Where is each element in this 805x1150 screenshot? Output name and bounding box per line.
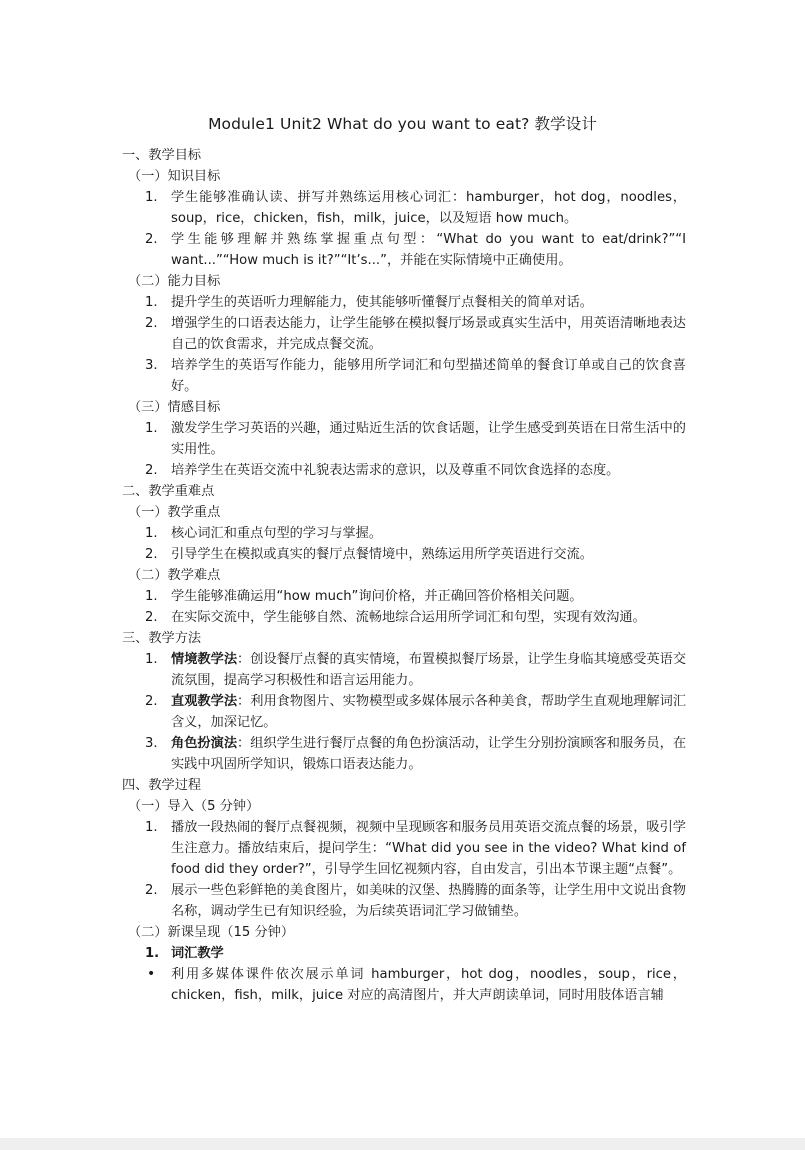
- list-item: [122, 649, 686, 691]
- list-item-text: 提升学生的英语听力理解能力，使其能够听懂餐厅点餐相关的简单对话。: [171, 295, 593, 310]
- list-item-text: 利用多媒体课件依次展示单词 hamburger，hot dog，noodles，soup，rice，chicken，fish，milk，juice 对应的高清图片，并大声朗读单词，同时用肢体语言辅: [171, 967, 686, 1003]
- subsection-heading-lead-in: （一）导入（5 分钟）: [128, 799, 260, 814]
- list-item: [122, 523, 686, 544]
- list-number: 3.: [145, 358, 158, 373]
- sub-heading-vocabulary: [122, 943, 686, 964]
- list-number: 2.: [145, 316, 158, 331]
- list-item: [122, 229, 686, 271]
- subsection-heading-ability: （二）能力目标: [128, 274, 221, 289]
- subsection-heading-knowledge: （一）知识目标: [128, 169, 221, 184]
- list-item-text: 培养学生在英语交流中礼貌表达需求的意识，以及尊重不同饮食选择的态度。: [171, 463, 620, 478]
- list-item-text: ：利用食物图片、实物模型或多媒体展示各种美食，帮助学生直观地理解词汇含义，加深记忆。: [171, 694, 687, 730]
- list-number: 1.: [145, 421, 158, 436]
- section-heading-process: 四、教学过程: [122, 778, 202, 793]
- list-item: [122, 313, 686, 355]
- list-number: 3.: [145, 736, 158, 751]
- page-gap: [0, 1138, 805, 1150]
- section-heading-methods: 三、教学方法: [122, 631, 202, 646]
- list-item: [122, 418, 686, 460]
- list-number: 1.: [145, 820, 158, 835]
- section-heading-objectives: 一、教学目标: [122, 148, 202, 163]
- subsection-heading-focus: （一）教学重点: [128, 505, 221, 520]
- subsection-heading-emotion: （三）情感目标: [128, 400, 221, 415]
- list-item-text: 播放一段热闹的餐厅点餐视频，视频中呈现顾客和服务员用英语交流点餐的场景，吸引学生注意力。播放结束后，提问学生：“What did you see in the video? What kind of food did they order?”，引导学生回忆视频内容，自由发言，引出本节课主题“点餐”。: [171, 820, 686, 877]
- list-item: [122, 544, 686, 565]
- document-title: Module1 Unit2 What do you want to eat? 教学设计: [208, 115, 597, 133]
- list-item: [122, 355, 686, 397]
- list-item: [122, 607, 686, 628]
- list-item-text: 学生能够准确运用“how much”询问价格，并正确回答价格相关问题。: [171, 589, 583, 604]
- document-body: [122, 145, 686, 1006]
- list-number: 2.: [145, 547, 158, 562]
- list-item-text: ：创设餐厅点餐的真实情境，布置模拟餐厅场景，让学生身临其境感受英语交流氛围，提高学习积极性和语言运用能力。: [171, 652, 687, 688]
- sub-heading-text: 词汇教学: [171, 946, 224, 961]
- list-item: [122, 733, 686, 775]
- list-number: 2.: [145, 232, 158, 247]
- list-item: [122, 460, 686, 481]
- list-item: [122, 292, 686, 313]
- list-item: [122, 817, 686, 880]
- list-item: [122, 691, 686, 733]
- bullet-icon: •: [147, 966, 156, 982]
- method-label: 情境教学法: [171, 652, 238, 667]
- list-number: 1.: [145, 190, 158, 205]
- list-item-text: 学生能够理解并熟练掌握重点句型：“What do you want to eat/drink?”“I want...”“How much is it?”“It’s...”，并能在实际情境中正确使用。: [171, 232, 686, 268]
- list-item-text: 增强学生的口语表达能力，让学生能够在模拟餐厅场景或真实生活中，用英语清晰地表达自己的饮食需求，并完成点餐交流。: [171, 316, 686, 352]
- list-item-text: 培养学生的英语写作能力，能够用所学词汇和句型描述简单的餐食订单或自己的饮食喜好。: [171, 358, 686, 394]
- list-item-text: 学生能够准确认读、拼写并熟练运用核心词汇：hamburger，hot dog，noodles，soup，rice，chicken，fish，milk，juice，以及短语 how much。: [171, 190, 686, 226]
- subsection-heading-difficulty: （二）教学难点: [128, 568, 221, 583]
- list-number: 1.: [145, 526, 158, 541]
- section-heading-key-points: 二、教学重难点: [122, 484, 215, 499]
- method-label: 直观教学法: [171, 694, 238, 709]
- list-item-text: 展示一些色彩鲜艳的美食图片，如美味的汉堡、热腾腾的面条等，让学生用中文说出食物名称，调动学生已有知识经验，为后续英语词汇学习做铺垫。: [171, 883, 686, 919]
- method-label: 角色扮演法: [171, 736, 238, 751]
- list-item: [122, 880, 686, 922]
- list-item-text: 引导学生在模拟或真实的餐厅点餐情境中，熟练运用所学英语进行交流。: [171, 547, 593, 562]
- list-item-text: 在实际交流中，学生能够自然、流畅地综合运用所学词汇和句型，实现有效沟通。: [171, 610, 646, 625]
- list-item: [122, 187, 686, 229]
- list-number: 1.: [145, 652, 158, 667]
- list-number: 1.: [145, 946, 160, 961]
- list-item: [122, 586, 686, 607]
- list-number: 2.: [145, 463, 158, 478]
- list-number: 2.: [145, 883, 158, 898]
- list-number: 2.: [145, 610, 158, 625]
- subsection-heading-presentation: （二）新课呈现（15 分钟）: [128, 925, 295, 940]
- list-number: 1.: [145, 589, 158, 604]
- list-item-text: 激发学生学习英语的兴趣，通过贴近生活的饮食话题，让学生感受到英语在日常生活中的实用性。: [171, 421, 686, 457]
- bullet-item: [122, 964, 686, 1006]
- list-number: 1.: [145, 295, 158, 310]
- list-item-text: 核心词汇和重点句型的学习与掌握。: [171, 526, 382, 541]
- list-item-text: ：组织学生进行餐厅点餐的角色扮演活动，让学生分别扮演顾客和服务员，在实践中巩固所学知识，锻炼口语表达能力。: [171, 736, 687, 772]
- list-number: 2.: [145, 694, 158, 709]
